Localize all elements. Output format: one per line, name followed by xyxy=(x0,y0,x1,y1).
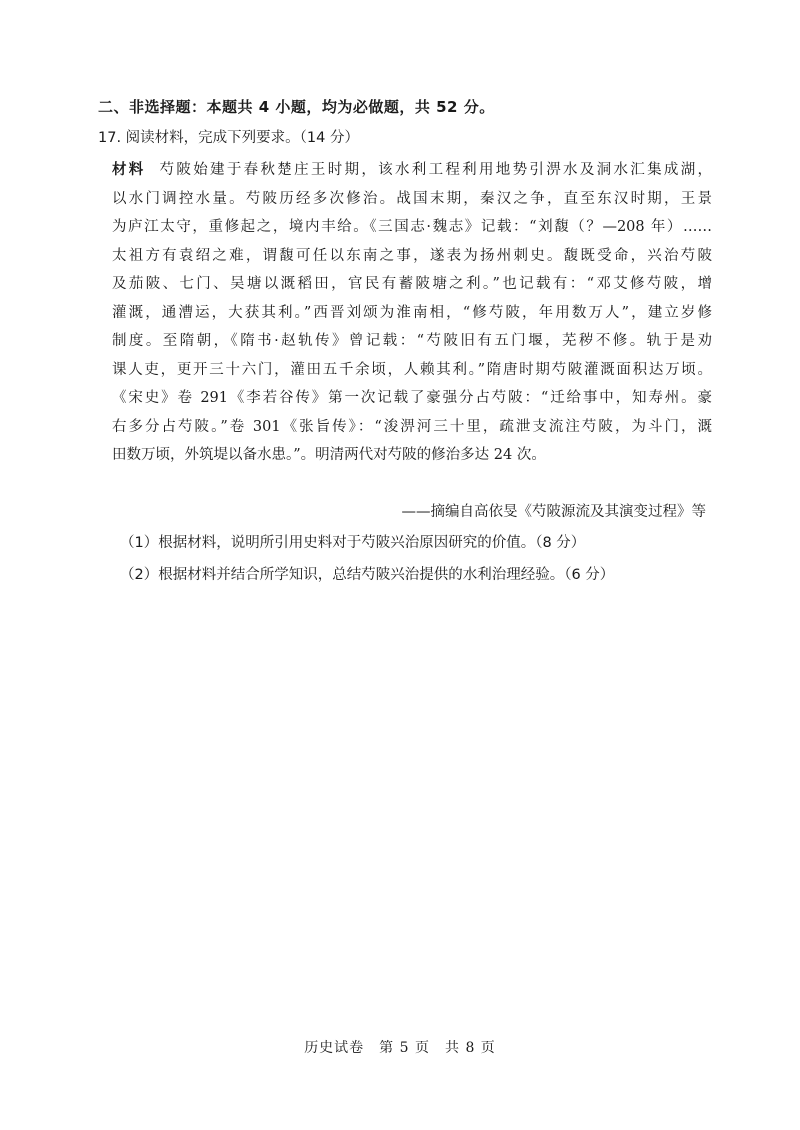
material-line: 材料 芍陂始建于春秋楚庄王时期，该水利工程利用地势引淠水及洞水汇集成湖， xyxy=(112,162,713,178)
material-line: 为庐江太守，重修起之，境内丰给。《三国志·魏志》记载：“刘馥（？—208 年）…… xyxy=(112,219,712,235)
material-line: 《宋史》卷 291《李若谷传》第一次记载了豪强分占芍陂：“迁给事中，知寿州。豪 xyxy=(112,390,712,406)
material-line: 太祖方有袁绍之难，谓馥可任以东南之事，遂表为扬州刺史。馥既受命，兴治芍陂 xyxy=(112,247,712,264)
material-line: 及茄陂、七门、吴塘以溉稻田，官民有蓄陂塘之利。”也记载有：“邓艾修芍陂，增 xyxy=(112,276,712,292)
section-title: 二、非选择题：本题共 4 小题，均为必做题，共 52 分。 xyxy=(98,98,495,116)
material-label: 材料 xyxy=(112,162,146,178)
material-line: 以水门调控水量。芍陂历经多次修治。战国末期，秦汉之争，直至东汉时期，王景 xyxy=(112,190,712,207)
material-line: 田数万顷，外筑堤以备水患。”。明清两代对芍陂的修治多达 24 次。 xyxy=(112,447,546,463)
material-line: 制度。至隋朝，《隋书·赵轨传》曾记载：“芍陂旧有五门堰，芜秽不修。轨于是劝 xyxy=(112,333,712,349)
material-source: ——摘编自高依旻《芍陂源流及其演变过程》等 xyxy=(401,504,706,520)
material-line: 右多分占芍陂。”卷 301《张旨传》：“浚淠河三十里，疏泄支流注芍陂，为斗门，溉 xyxy=(112,418,712,435)
material-line: 课人吏，更开三十六门，灌田五千余顷，人赖其利。”隋唐时期芍陂灌溉面积达万顷。 xyxy=(112,361,712,378)
question-heading: 17. 阅读材料，完成下列要求。（14 分） xyxy=(98,130,359,146)
page-footer: 历史试卷 第 5 页 共 8 页 xyxy=(304,1040,496,1056)
material-passage xyxy=(112,156,712,470)
material-line: 灌溉，通漕运，大获其利。”西晋刘颂为淮南相，“修芍陂，年用数万人”，建立岁修 xyxy=(112,304,712,321)
sub-question-2: （2）根据材料并结合所学知识，总结芍陂兴治提供的水利治理经验。（6 分） xyxy=(120,567,615,583)
sub-question-1: （1）根据材料，说明所引用史料对于芍陂兴治原因研究的价值。（8 分） xyxy=(120,535,586,551)
